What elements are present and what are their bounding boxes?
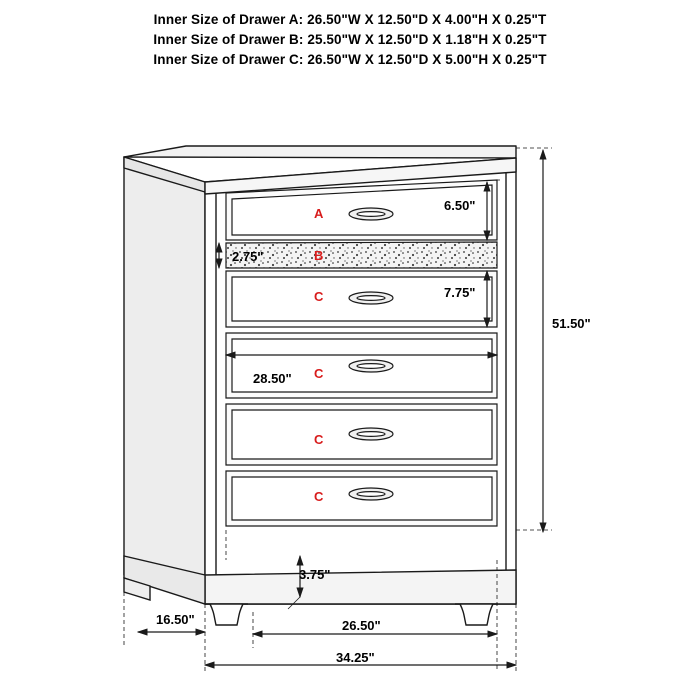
- handle-drawer-c2-inner: [357, 364, 385, 369]
- cabinet-top-face: [124, 146, 516, 158]
- drawer-letter-c4: C: [314, 489, 324, 504]
- dim-drawer-c-height: 7.75": [444, 285, 476, 300]
- dim-drawer-b-height: 2.75": [232, 249, 264, 264]
- drawer-letter-b: B: [314, 248, 324, 263]
- drawer-letter-a: A: [314, 206, 324, 221]
- drawer-fronts: [226, 180, 497, 526]
- drawer-letter-c1: C: [314, 289, 324, 304]
- dim-overall-height: 51.50": [552, 316, 591, 331]
- cabinet-left-side: [124, 157, 205, 604]
- spec-line-drawer-b: Inner Size of Drawer B: 25.50"W X 12.50"D X 1.18"H X 0.25"T: [153, 32, 547, 47]
- foot-left-front: [205, 604, 248, 625]
- handle-drawer-c1-inner: [357, 296, 385, 301]
- drawer-front-b-glitter: [226, 242, 497, 268]
- spec-line-drawer-a: Inner Size of Drawer A: 26.50"W X 12.50"D X 4.00"H X 0.25"T: [153, 12, 547, 27]
- dim-top-depth: 26.50": [342, 618, 381, 633]
- base-rail: [205, 570, 516, 604]
- dim-drawer-width: 28.50": [253, 371, 292, 386]
- dim-side-depth: 16.50": [156, 612, 195, 627]
- dim-overall-width: 34.25": [336, 650, 375, 665]
- handle-drawer-a-inner: [357, 212, 385, 217]
- dim-leg-height: 3.75": [299, 567, 331, 582]
- drawer-letter-c2: C: [314, 366, 324, 381]
- dim-drawer-a-height: 6.50": [444, 198, 476, 213]
- foot-right-front: [455, 604, 498, 625]
- handle-drawer-c3-inner: [357, 432, 385, 437]
- spec-line-drawer-c: Inner Size of Drawer C: 26.50"W X 12.50"D X 5.00"H X 0.25"T: [153, 52, 547, 67]
- drawer-letter-c3: C: [314, 432, 324, 447]
- handle-drawer-c4-inner: [357, 492, 385, 497]
